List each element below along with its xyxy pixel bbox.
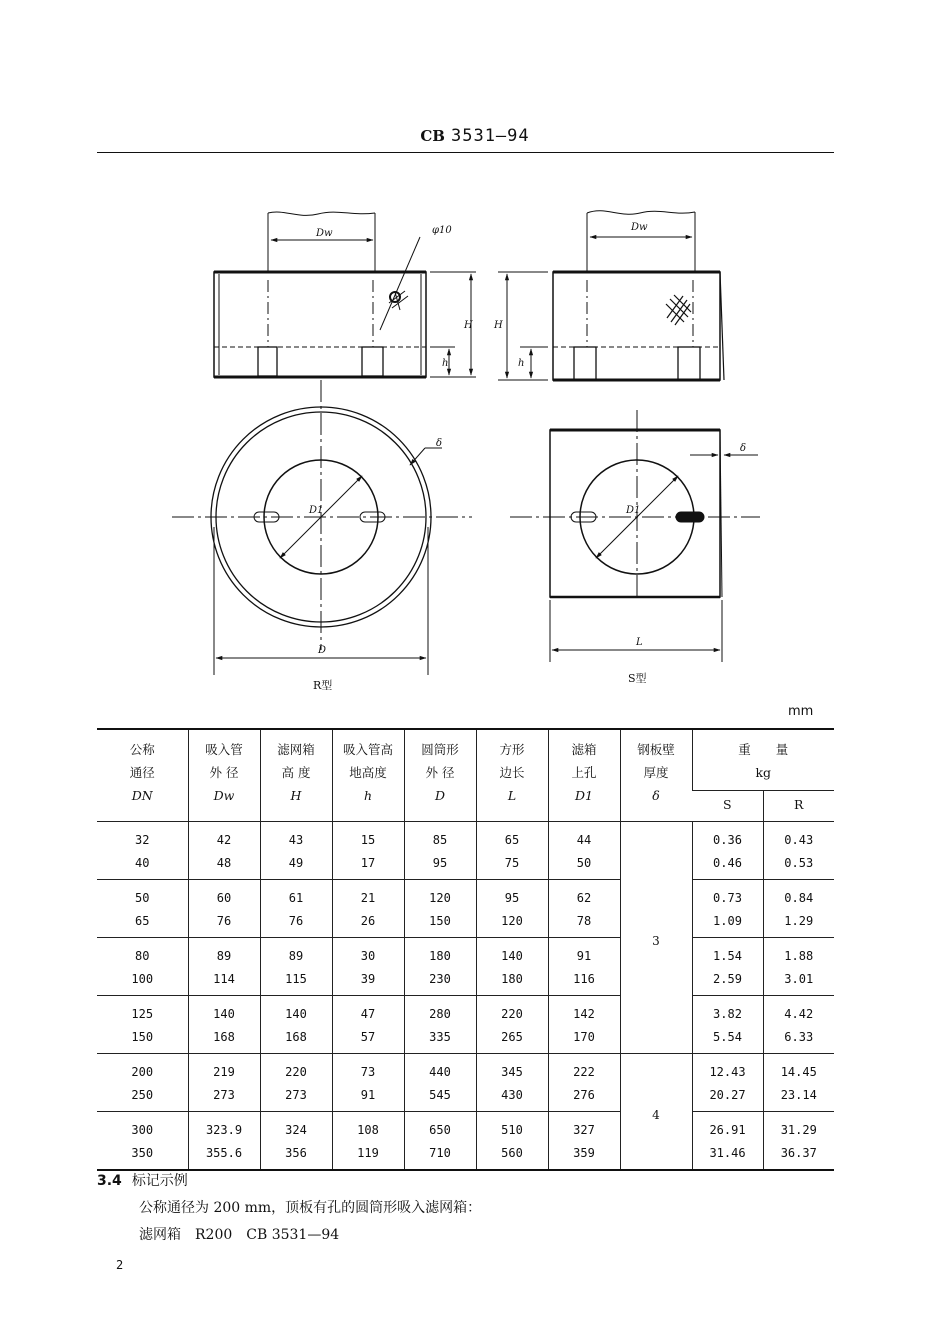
col-header-h-big: 滤网箱 高 度 H	[260, 729, 332, 822]
cell-d1: 142 170	[548, 996, 620, 1054]
h-small-label-s: h	[518, 358, 525, 369]
cell-dn: 50 65	[135, 891, 150, 928]
cell-d: 180 230	[404, 938, 476, 996]
table-row	[97, 1054, 834, 1112]
cell-d1: 222 276	[548, 1054, 620, 1112]
col-header-delta: 钢板壁 厚度 δ	[620, 729, 692, 822]
dw-label-s: Dw	[631, 222, 648, 233]
col-header-dw: 吸入管 外 径 Dw	[188, 729, 260, 822]
col-header-dn: 公称 通径 DN	[97, 729, 188, 822]
standard-code: 3531—94	[450, 126, 530, 146]
cell-weight-s: 1.54 2.59	[692, 938, 763, 996]
cell-dw: 42 48	[188, 822, 260, 880]
cell-dn: 300 350	[131, 1123, 154, 1160]
cell-h-big: 140 168	[260, 996, 332, 1054]
cell-h-small: 73 91	[332, 1054, 404, 1112]
col-header-d: 圆筒形 外 径 D	[404, 729, 476, 822]
cell-d: 440 545	[404, 1054, 476, 1112]
s-type-plan	[510, 410, 760, 662]
cell-h-small: 30 39	[332, 938, 404, 996]
cell-h-big: 324 356	[260, 1112, 332, 1171]
d1-label-s: D1	[626, 505, 641, 516]
table-row	[97, 996, 834, 1054]
cell-h-small: 108 119	[332, 1112, 404, 1171]
table-unit: mm	[788, 704, 814, 719]
cell-weight-r: 4.42 6.33	[763, 996, 834, 1054]
cell-h-big: 220 273	[260, 1054, 332, 1112]
col-header-d1: 滤箱 上孔 D1	[548, 729, 620, 822]
cell-dw: 219 273	[188, 1054, 260, 1112]
page-header	[0, 126, 950, 146]
cell-weight-s: 26.91 31.46	[692, 1112, 763, 1171]
spec-table	[97, 728, 834, 1171]
cell-weight-r: 31.29 36.37	[763, 1112, 834, 1171]
cell-d1: 91 116	[548, 938, 620, 996]
header-rule	[97, 152, 834, 153]
cell-weight-s: 0.73 1.09	[692, 880, 763, 938]
r-type-plan	[172, 380, 472, 675]
cell-weight-s: 3.82 5.54	[692, 996, 763, 1054]
cell-h-big: 61 76	[260, 880, 332, 938]
marking-code: 滤网箱 R200 CB 3531—94	[139, 1227, 340, 1243]
cell-h-small: 15 17	[332, 822, 404, 880]
marking-description: 公称通径为 200 mm，顶板有孔的圆筒形吸入滤网箱：	[139, 1200, 482, 1216]
cell-d1: 327 359	[548, 1112, 620, 1171]
cell-dn: 80 100	[131, 949, 154, 986]
cell-h-big: 89 115	[260, 938, 332, 996]
cell-weight-r: 1.88 3.01	[763, 938, 834, 996]
marking-example	[97, 1168, 481, 1249]
col-header-weight-r: R	[763, 791, 834, 822]
h-big-label-s: H	[494, 320, 503, 331]
table-row	[97, 1112, 834, 1171]
table-row	[97, 938, 834, 996]
cell-dn: 32 40	[135, 833, 150, 870]
cell-dw: 60 76	[188, 880, 260, 938]
table-row	[97, 822, 834, 880]
cell-d1: 62 78	[548, 880, 620, 938]
cell-weight-r: 0.84 1.29	[763, 880, 834, 938]
cell-h-small: 47 57	[332, 996, 404, 1054]
col-header-h-small: 吸入管高 地高度 h	[332, 729, 404, 822]
cell-h-big: 43 49	[260, 822, 332, 880]
r-type-elevation	[214, 212, 476, 377]
col-header-weight: 重 量 kg	[692, 729, 834, 791]
cell-thickness-4: 4	[620, 1054, 692, 1171]
col-header-l: 方形 边长 L	[476, 729, 548, 822]
h-big-label-r: H	[464, 320, 473, 331]
cell-l: 140 180	[476, 938, 548, 996]
cell-l: 95 120	[476, 880, 548, 938]
cell-l: 220 265	[476, 996, 548, 1054]
cell-weight-s: 12.43 20.27	[692, 1054, 763, 1112]
cell-d1: 44 50	[548, 822, 620, 880]
page-number: 2	[116, 1258, 124, 1272]
cell-dn: 125 150	[131, 1007, 154, 1044]
r-type-caption: R型	[313, 679, 333, 692]
cell-d: 85 95	[404, 822, 476, 880]
cell-d: 650 710	[404, 1112, 476, 1171]
cell-dn: 200 250	[131, 1065, 154, 1102]
marking-title: 3.4 标记示例	[97, 1173, 188, 1189]
s-type-caption: S型	[628, 672, 647, 685]
cell-d: 120 150	[404, 880, 476, 938]
cell-thickness-3: 3	[620, 822, 692, 1054]
cell-weight-r: 0.43 0.53	[763, 822, 834, 880]
h-small-label-r: h	[442, 358, 449, 369]
col-header-weight-s: S	[692, 791, 763, 822]
cell-dw: 89 114	[188, 938, 260, 996]
cell-h-small: 21 26	[332, 880, 404, 938]
cell-dw: 323.9 355.6	[188, 1112, 260, 1171]
cell-dw: 140 168	[188, 996, 260, 1054]
delta-label-r: δ	[436, 438, 443, 449]
s-type-elevation	[498, 211, 724, 380]
table-row	[97, 880, 834, 938]
cell-l: 345 430	[476, 1054, 548, 1112]
l-label: L	[636, 637, 643, 648]
cell-l: 65 75	[476, 822, 548, 880]
d-label: D	[318, 645, 327, 656]
phi10-label: φ10	[432, 225, 452, 236]
d1-label-r: D1	[309, 505, 324, 516]
standard-prefix: CB	[420, 127, 445, 145]
cell-weight-r: 14.45 23.14	[763, 1054, 834, 1112]
cell-weight-s: 0.36 0.46	[692, 822, 763, 880]
technical-drawing	[0, 190, 950, 700]
delta-label-s: δ	[740, 443, 747, 454]
cell-d: 280 335	[404, 996, 476, 1054]
cell-l: 510 560	[476, 1112, 548, 1171]
dw-label-r: Dw	[316, 228, 333, 239]
